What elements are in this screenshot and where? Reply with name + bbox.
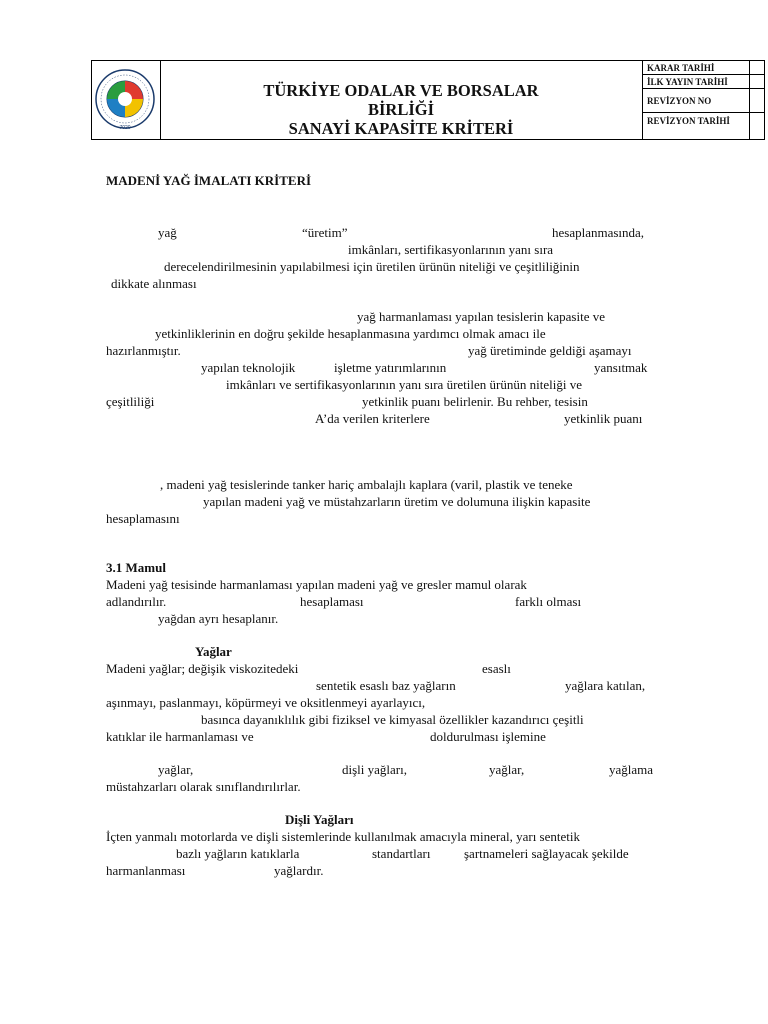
text-segment: yağ üretiminde geldiği aşamayı xyxy=(468,343,632,358)
disli-yaglari-heading: Dişli Yağları xyxy=(285,812,354,827)
text-segment: standartları xyxy=(372,846,431,861)
text-segment: İçten yanmalı motorlarda ve dişli sistemlerinde kullanılmak amacıyla mineral, yarı sentetik xyxy=(106,829,580,844)
text-segment: “üretim” xyxy=(302,225,348,240)
text-segment: esaslı xyxy=(482,661,511,676)
meta-value xyxy=(750,113,764,139)
text-segment: Madeni yağlar; değişik viskozitedeki xyxy=(106,661,299,676)
text-segment: yağdan ayrı hesaplanır. xyxy=(158,611,279,626)
header-title-line-2: BİRLİĞİ xyxy=(367,100,435,119)
text-segment: yapılan teknolojik xyxy=(201,360,296,375)
text-segment: şartnameleri sağlayacak şekilde xyxy=(464,846,629,861)
text-segment: yetkinlik puanı belirlenir. Bu rehber, tesisin xyxy=(362,394,588,409)
tobb-logo xyxy=(92,61,160,139)
section-title: MADENİ YAĞ İMALATI KRİTERİ xyxy=(106,173,312,188)
text-segment: sentetik esaslı baz yağların xyxy=(316,678,456,693)
text-segment: aşınmayı, paslanmayı, köpürmeyi ve oksitlenmeyi ayarlayıcı, xyxy=(106,695,426,710)
section-3-1-heading: 3.1 Mamul xyxy=(106,560,166,575)
meta-value xyxy=(750,89,764,112)
logo-year: 7020 xyxy=(119,125,131,131)
header-title-line-1: TÜRKİYE ODALAR VE BORSALAR xyxy=(263,81,539,100)
text-segment: müstahzarları olarak sınıflandırılırlar. xyxy=(106,779,301,794)
meta-label: KARAR TARİHİ xyxy=(643,61,750,74)
yaglar-heading: Yağlar xyxy=(195,644,232,659)
meta-row-karar-tarihi xyxy=(643,61,764,75)
text-segment: dişli yağları, xyxy=(342,762,407,777)
text-segment: çeşitliliği xyxy=(106,394,155,409)
text-segment: Madeni yağ tesisinde harmanlaması yapılan madeni yağ ve gresler mamul olarak xyxy=(106,577,527,592)
text-segment: derecelendirilmesinin yapılabilmesi için üretilen ürünün niteliği ve çeşitliliğinin xyxy=(164,259,580,274)
meta-label: İLK YAYIN TARİHİ xyxy=(643,75,750,88)
header-meta-table xyxy=(643,61,764,139)
meta-label: REVİZYON NO xyxy=(643,89,750,112)
text-segment: , madeni yağ tesislerinde tanker hariç ambalajlı kaplara (varil, plastik ve teneke xyxy=(160,477,573,492)
text-segment: hesaplaması xyxy=(300,594,364,609)
text-segment: hesaplamasını xyxy=(106,511,180,526)
meta-row-revizyon-no xyxy=(643,89,764,113)
meta-label: REVİZYON TARİHİ xyxy=(643,113,750,139)
tobb-logo-cell xyxy=(92,61,161,139)
text-segment: yetkinlik puanı xyxy=(564,411,643,426)
text-segment: yapılan madeni yağ ve müstahzarların üretim ve dolumuna ilişkin kapasite xyxy=(203,494,591,509)
meta-value xyxy=(750,75,764,88)
text-segment: bazlı yağların katıklarla xyxy=(176,846,300,861)
text-segment: yağlama xyxy=(609,762,654,777)
header-title-line-3: SANAYİ KAPASİTE KRİTERİ xyxy=(288,119,514,138)
text-segment: harmanlanması xyxy=(106,863,186,878)
text-segment: imkânları ve sertifikasyonlarının yanı sıra üretilen ürünün niteliği ve xyxy=(226,377,582,392)
meta-row-revizyon-tarihi xyxy=(643,113,764,139)
text-segment: doldurulması işlemine xyxy=(430,729,546,744)
text-segment: basınca dayanıklılık gibi fiziksel ve kimyasal özellikler kazandırıcı çeşitli xyxy=(201,712,584,727)
meta-row-ilk-yayin-tarihi xyxy=(643,75,764,89)
text-segment: yağlara katılan, xyxy=(565,678,646,693)
text-segment: yetkinliklerinin en doğru şekilde hesaplanmasına yardımcı olmak amacı ile xyxy=(155,326,546,341)
text-segment: A’da verilen kriterlere xyxy=(315,411,430,426)
document-header-table xyxy=(91,60,765,140)
text-segment: yağlar, xyxy=(158,762,194,777)
meta-value xyxy=(750,61,764,74)
text-segment: yansıtmak xyxy=(594,360,648,375)
text-segment: farklı olması xyxy=(515,594,582,609)
text-segment: hesaplanmasında, xyxy=(552,225,645,240)
text-segment: yağlardır. xyxy=(274,863,324,878)
header-title xyxy=(160,61,643,139)
text-segment: yağlar, xyxy=(489,762,525,777)
text-segment: dikkate alınması xyxy=(111,276,197,291)
text-segment: adlandırılır. xyxy=(106,594,167,609)
text-segment: katıklar ile harmanlaması ve xyxy=(106,729,254,744)
text-segment: yağ harmanlaması yapılan tesislerin kapasite ve xyxy=(357,309,605,324)
text-segment: yağ xyxy=(158,225,177,240)
text-segment: hazırlanmıştır. xyxy=(106,343,181,358)
text-segment: işletme yatırımlarının xyxy=(334,360,447,375)
text-segment: imkânları, sertifikasyonlarının yanı sıra xyxy=(348,242,554,257)
